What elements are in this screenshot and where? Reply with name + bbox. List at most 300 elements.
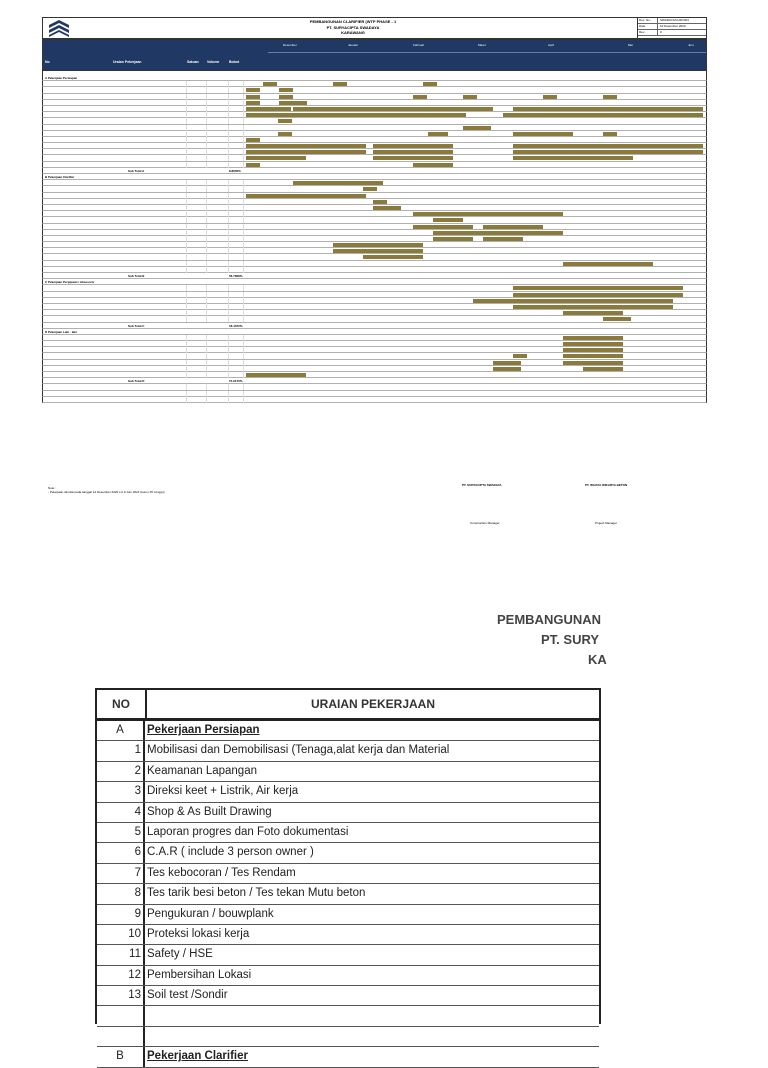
grid-line bbox=[243, 155, 244, 161]
schedule-bar bbox=[423, 82, 437, 86]
grid-line bbox=[243, 285, 244, 291]
month-header: Mei bbox=[628, 43, 633, 47]
zoom-title-line-1: PEMBANGUNAN bbox=[497, 612, 601, 627]
schedule-bar bbox=[333, 249, 423, 253]
grid-line bbox=[186, 205, 187, 211]
grid-line bbox=[228, 298, 229, 304]
grid-line bbox=[228, 193, 229, 199]
grid-line bbox=[206, 372, 207, 378]
grid-line bbox=[243, 199, 244, 205]
schedule-bar bbox=[293, 107, 493, 111]
schedule-bar bbox=[246, 156, 306, 160]
grid-line bbox=[228, 106, 229, 112]
subtotal-value: 56.7808% bbox=[229, 274, 243, 278]
grid-line bbox=[206, 391, 207, 397]
grid-line bbox=[243, 81, 244, 87]
schedule-bar bbox=[279, 101, 307, 105]
zoom-title-line-2: PT. SURY bbox=[541, 632, 600, 647]
grid-line bbox=[243, 100, 244, 106]
schedule-bar bbox=[246, 194, 366, 198]
grid-line bbox=[228, 316, 229, 322]
row-number: 3 bbox=[97, 782, 145, 801]
grid-line bbox=[228, 353, 229, 359]
schedule-bar bbox=[373, 156, 453, 160]
schedule-bar bbox=[513, 156, 633, 160]
row-number bbox=[97, 1006, 145, 1025]
schedule-rows bbox=[42, 75, 707, 403]
subtotal-label: Sub Total D bbox=[128, 379, 145, 384]
grid-line bbox=[186, 217, 187, 223]
grid-line bbox=[228, 391, 229, 397]
note-text: - Pekerjaan dimulai pada tanggal 14 Desember 2020 s.d 9 Juni 2021 (kurun 25 minggu) bbox=[48, 490, 165, 494]
schedule-bar bbox=[513, 132, 573, 136]
grid-line bbox=[206, 87, 207, 93]
doc-meta-box bbox=[637, 18, 706, 39]
section-row bbox=[97, 721, 599, 741]
grid-line bbox=[243, 186, 244, 192]
grid-line bbox=[228, 81, 229, 87]
grid-line bbox=[206, 304, 207, 310]
meta-value: 10 Desember 2020 bbox=[660, 24, 686, 28]
schedule-bar bbox=[463, 126, 491, 130]
grid-line bbox=[228, 292, 229, 298]
row-description bbox=[145, 1027, 599, 1046]
month-header: Desember bbox=[283, 43, 297, 47]
schedule-bar bbox=[363, 187, 377, 191]
schedule-bar bbox=[603, 95, 617, 99]
grid-line bbox=[206, 186, 207, 192]
grid-line bbox=[228, 347, 229, 353]
company-logo-icon bbox=[45, 19, 73, 38]
schedule-bar bbox=[483, 225, 543, 229]
grid-line bbox=[186, 211, 187, 217]
grid-line bbox=[206, 125, 207, 131]
grid-line bbox=[228, 211, 229, 217]
grid-line bbox=[186, 261, 187, 267]
table-row bbox=[97, 966, 599, 986]
grid-line bbox=[206, 162, 207, 168]
grid-line bbox=[228, 310, 229, 316]
table-body bbox=[97, 721, 599, 1068]
grid-line bbox=[206, 193, 207, 199]
grid-line bbox=[206, 211, 207, 217]
row-number: 5 bbox=[97, 823, 145, 842]
grid-line bbox=[206, 112, 207, 118]
sheet-title bbox=[243, 19, 463, 36]
grid-line bbox=[243, 118, 244, 124]
row-description: Proteksi lokasi kerja bbox=[147, 927, 250, 940]
signature-right: PT. WIJAYA WIKARYA BETON bbox=[585, 483, 628, 487]
grid-line bbox=[206, 137, 207, 143]
grid-line bbox=[228, 224, 229, 230]
grid-line bbox=[243, 180, 244, 186]
row-description: Laporan progres dan Foto dokumentasi bbox=[147, 825, 349, 838]
sheet-title-line-3: KARAWANG bbox=[341, 30, 365, 35]
grid-line bbox=[186, 81, 187, 87]
grid-line bbox=[206, 341, 207, 347]
grid-line bbox=[243, 248, 244, 254]
grid-line bbox=[228, 131, 229, 137]
grid-line bbox=[186, 310, 187, 316]
grid-line bbox=[228, 366, 229, 372]
schedule-bar bbox=[246, 138, 260, 142]
grid-line bbox=[206, 106, 207, 112]
section-row bbox=[97, 1047, 599, 1067]
schedule-bar bbox=[473, 299, 673, 303]
grid-line bbox=[206, 100, 207, 106]
grid-line bbox=[228, 217, 229, 223]
grid-line bbox=[186, 248, 187, 254]
grid-line bbox=[186, 180, 187, 186]
grid-line bbox=[206, 310, 207, 316]
meta-key: Doc. No. bbox=[638, 18, 658, 23]
grid-line bbox=[186, 316, 187, 322]
schedule-bar bbox=[246, 107, 291, 111]
grid-line bbox=[243, 87, 244, 93]
subtotal-label: Sub Total A bbox=[128, 168, 145, 173]
grid-line bbox=[243, 353, 244, 359]
table-row bbox=[97, 945, 599, 965]
subtotal-value: 15.9170% bbox=[229, 379, 243, 384]
col-bobot-header: Bobot bbox=[229, 60, 240, 64]
row-number: A bbox=[97, 721, 145, 740]
grid-line bbox=[243, 224, 244, 230]
grid-line bbox=[243, 162, 244, 168]
row-number: 12 bbox=[97, 966, 145, 985]
row-number: 11 bbox=[97, 945, 145, 964]
grid-line bbox=[206, 292, 207, 298]
grid-line bbox=[206, 248, 207, 254]
schedule-bar bbox=[428, 132, 448, 136]
schedule-row bbox=[42, 397, 707, 403]
grid-line bbox=[228, 267, 229, 273]
row-description: Soil test /Sondir bbox=[147, 989, 228, 1002]
grid-line bbox=[186, 292, 187, 298]
schedule-bar bbox=[279, 95, 293, 99]
grid-line bbox=[243, 292, 244, 298]
schedule-bar bbox=[503, 212, 563, 216]
grid-line bbox=[243, 372, 244, 378]
sheet-notes bbox=[48, 486, 165, 494]
grid-line bbox=[228, 242, 229, 248]
grid-line bbox=[206, 131, 207, 137]
grid-line bbox=[243, 131, 244, 137]
grid-line bbox=[243, 112, 244, 118]
schedule-bar bbox=[603, 132, 617, 136]
grid-line bbox=[186, 366, 187, 372]
grid-line bbox=[228, 304, 229, 310]
grid-line bbox=[243, 125, 244, 131]
grid-line bbox=[228, 180, 229, 186]
schedule-bar bbox=[563, 336, 623, 340]
schedule-bar bbox=[513, 144, 703, 148]
grid-line bbox=[228, 125, 229, 131]
grid-line bbox=[186, 353, 187, 359]
grid-line bbox=[206, 81, 207, 87]
week-number-row bbox=[268, 52, 706, 59]
role-right: Project Manager bbox=[595, 521, 618, 525]
schedule-bar bbox=[493, 367, 521, 371]
row-description: Shop & As Built Drawing bbox=[147, 805, 272, 818]
schedule-bar bbox=[513, 305, 673, 309]
sheet-header bbox=[42, 17, 707, 39]
section-label: B Pekerjaan Clarifier bbox=[45, 175, 75, 179]
schedule-bar bbox=[413, 225, 473, 229]
table-row bbox=[97, 925, 599, 945]
row-description: Direksi keet + Listrik, Air kerja bbox=[147, 785, 299, 798]
schedule-bar bbox=[413, 163, 453, 167]
meta-row bbox=[638, 30, 706, 36]
row-description: Tes kebocoran / Tes Rendam bbox=[147, 866, 296, 879]
schedule-bar bbox=[433, 218, 463, 222]
grid-line bbox=[243, 267, 244, 273]
grid-line bbox=[186, 131, 187, 137]
grid-line bbox=[186, 143, 187, 149]
grid-line bbox=[243, 366, 244, 372]
row-number: 7 bbox=[97, 864, 145, 883]
row-number: 13 bbox=[97, 986, 145, 1005]
grid-line bbox=[186, 162, 187, 168]
subtotal-label: Sub Total B bbox=[128, 274, 145, 278]
grid-line bbox=[186, 267, 187, 273]
schedule-bar bbox=[333, 82, 347, 86]
schedule-bar bbox=[563, 348, 623, 352]
grid-line bbox=[243, 360, 244, 366]
schedule-bar bbox=[293, 181, 383, 185]
schedule-bar bbox=[246, 95, 260, 99]
grid-line bbox=[186, 106, 187, 112]
row-description: Pembersihan Lokasi bbox=[147, 968, 252, 981]
grid-line bbox=[243, 316, 244, 322]
month-header: April bbox=[548, 43, 555, 47]
schedule-bar bbox=[563, 311, 623, 315]
schedule-bar bbox=[563, 354, 623, 358]
schedule-bar bbox=[503, 113, 703, 117]
schedule-bar bbox=[278, 132, 292, 136]
table-row bbox=[97, 782, 599, 802]
grid-line bbox=[228, 372, 229, 378]
grid-line bbox=[186, 236, 187, 242]
subtotal-value: 18.4372% bbox=[229, 323, 243, 328]
schedule-bar bbox=[503, 231, 563, 235]
schedule-bar bbox=[246, 373, 306, 377]
section-label: D Pekerjaan Lain - lain bbox=[45, 329, 78, 334]
grid-line bbox=[228, 248, 229, 254]
grid-line bbox=[243, 391, 244, 397]
role-left: Construction Manager bbox=[470, 521, 500, 525]
schedule-sheet bbox=[42, 17, 707, 483]
grid-line bbox=[228, 199, 229, 205]
schedule-bar bbox=[373, 206, 401, 210]
grid-line bbox=[228, 137, 229, 143]
grid-line bbox=[228, 205, 229, 211]
row-description: Keamanan Lapangan bbox=[147, 764, 257, 777]
grid-line bbox=[206, 155, 207, 161]
section-label: C Pekerjaan Perpipaan / Aksesoris bbox=[45, 280, 95, 285]
schedule-bar bbox=[246, 113, 466, 117]
grid-line bbox=[186, 199, 187, 205]
grid-line bbox=[186, 125, 187, 131]
schedule-bar bbox=[513, 354, 527, 358]
row-number: 1 bbox=[97, 741, 145, 760]
schedule-bar bbox=[333, 243, 423, 247]
grid-line bbox=[243, 335, 244, 341]
row-description: Pekerjaan Persiapan bbox=[147, 724, 260, 736]
grid-line bbox=[243, 242, 244, 248]
grid-line bbox=[228, 186, 229, 192]
table-header bbox=[97, 690, 599, 721]
grid-line bbox=[243, 106, 244, 112]
schedule-bar bbox=[463, 95, 477, 99]
grid-line bbox=[243, 236, 244, 242]
schedule-bar bbox=[246, 88, 260, 92]
grid-line bbox=[228, 341, 229, 347]
schedule-bar bbox=[513, 107, 703, 111]
grid-line bbox=[206, 285, 207, 291]
row-number: 6 bbox=[97, 843, 145, 862]
grid-line bbox=[243, 310, 244, 316]
row-description: Mobilisasi dan Demobilisasi (Tenaga,alat kerja dan Material bbox=[147, 744, 450, 757]
grid-line bbox=[186, 372, 187, 378]
grid-line bbox=[228, 254, 229, 260]
grid-line bbox=[186, 118, 187, 124]
schedule-bar bbox=[583, 367, 623, 371]
grid-line bbox=[206, 353, 207, 359]
schedule-bar bbox=[263, 82, 277, 86]
row-number: 4 bbox=[97, 803, 145, 822]
grid-line bbox=[186, 285, 187, 291]
grid-line bbox=[206, 397, 207, 403]
month-header: Maret bbox=[478, 43, 486, 47]
grid-line bbox=[206, 316, 207, 322]
grid-line bbox=[206, 199, 207, 205]
grid-line bbox=[228, 155, 229, 161]
table-row bbox=[97, 823, 599, 843]
meta-key: Date bbox=[638, 24, 658, 29]
col-volume-header: Volume bbox=[207, 60, 220, 64]
schedule-bar bbox=[246, 163, 260, 167]
table-row bbox=[97, 1027, 599, 1047]
grid-line bbox=[243, 149, 244, 155]
grid-line bbox=[186, 155, 187, 161]
row-description: Safety / HSE bbox=[147, 948, 213, 961]
grid-line bbox=[206, 217, 207, 223]
grid-line bbox=[206, 267, 207, 273]
row-number: B bbox=[97, 1047, 145, 1066]
grid-line bbox=[228, 143, 229, 149]
grid-line bbox=[186, 100, 187, 106]
sheet-title-line-2: PT. SURYACIPTA SWADAYA bbox=[326, 24, 380, 30]
col-no-header: No bbox=[45, 60, 50, 64]
schedule-bar bbox=[246, 101, 260, 105]
zoom-title-line-3: KA bbox=[588, 652, 607, 667]
row-description: C.A.R ( include 3 person owner ) bbox=[147, 846, 314, 859]
grid-line bbox=[186, 193, 187, 199]
schedule-bar bbox=[246, 144, 366, 148]
row-description bbox=[145, 1006, 599, 1025]
grid-line bbox=[228, 162, 229, 168]
schedule-bar bbox=[278, 119, 292, 123]
schedule-bar bbox=[279, 88, 293, 92]
sheet-title-line-1: PEMBANGUNAN CLARIFIER (WTP PHASE - 1 bbox=[309, 19, 397, 24]
schedule-bar bbox=[563, 361, 623, 365]
grid-line bbox=[228, 236, 229, 242]
table-row bbox=[97, 905, 599, 925]
grid-line bbox=[186, 360, 187, 366]
grid-line bbox=[228, 112, 229, 118]
table-row bbox=[97, 843, 599, 863]
meta-key: Rev. bbox=[638, 30, 658, 35]
schedule-bar bbox=[373, 150, 453, 154]
row-number bbox=[97, 1027, 145, 1046]
grid-line bbox=[206, 261, 207, 267]
row-description: Pengukuran / bouwplank bbox=[147, 907, 274, 920]
row-number: 10 bbox=[97, 925, 145, 944]
grid-line bbox=[243, 261, 244, 267]
grid-line bbox=[206, 366, 207, 372]
grid-line bbox=[243, 137, 244, 143]
grid-line bbox=[186, 384, 187, 390]
grid-line bbox=[206, 118, 207, 124]
table-row bbox=[97, 986, 599, 1006]
grid-line bbox=[228, 230, 229, 236]
work-items-table bbox=[95, 688, 601, 1063]
grid-line bbox=[243, 211, 244, 217]
month-header: Juni bbox=[688, 43, 694, 47]
grid-line bbox=[243, 217, 244, 223]
grid-line bbox=[186, 254, 187, 260]
grid-line bbox=[186, 94, 187, 100]
grid-line bbox=[228, 118, 229, 124]
grid-line bbox=[228, 149, 229, 155]
grid-line bbox=[206, 230, 207, 236]
grid-line bbox=[186, 304, 187, 310]
table-row bbox=[97, 762, 599, 782]
grid-line bbox=[206, 335, 207, 341]
table-row bbox=[97, 803, 599, 823]
grid-line bbox=[186, 347, 187, 353]
schedule-bar bbox=[513, 293, 683, 297]
schedule-bar bbox=[246, 150, 366, 154]
grid-line bbox=[228, 261, 229, 267]
col-satuan-header: Satuan bbox=[187, 60, 199, 64]
row-number: 8 bbox=[97, 884, 145, 903]
col-uraian-label: URAIAN PEKERJAAN bbox=[310, 697, 435, 711]
grid-line bbox=[186, 149, 187, 155]
subtotal-label: Sub Total C bbox=[128, 323, 145, 328]
grid-line bbox=[186, 112, 187, 118]
row-description: Tes tarik besi beton / Tes tekan Mutu beton bbox=[147, 887, 366, 900]
schedule-bar bbox=[373, 144, 453, 148]
schedule-bar bbox=[433, 237, 473, 241]
grid-line bbox=[186, 242, 187, 248]
month-header: Februari bbox=[413, 43, 425, 47]
col-uraian-header: Uraian Pekerjaan bbox=[113, 60, 142, 64]
schedule-bar bbox=[373, 200, 387, 204]
schedule-column-header bbox=[42, 39, 707, 75]
schedule-bar bbox=[513, 150, 703, 154]
grid-line bbox=[206, 360, 207, 366]
row-number: 9 bbox=[97, 905, 145, 924]
grid-line bbox=[228, 94, 229, 100]
grid-line bbox=[186, 186, 187, 192]
grid-line bbox=[243, 143, 244, 149]
subtotal-value: 8.8650% bbox=[229, 168, 241, 173]
grid-line bbox=[186, 335, 187, 341]
month-header: Januari bbox=[348, 43, 358, 47]
section-label: A Pekerjaan Persiapan bbox=[45, 76, 78, 80]
grid-line bbox=[186, 397, 187, 403]
